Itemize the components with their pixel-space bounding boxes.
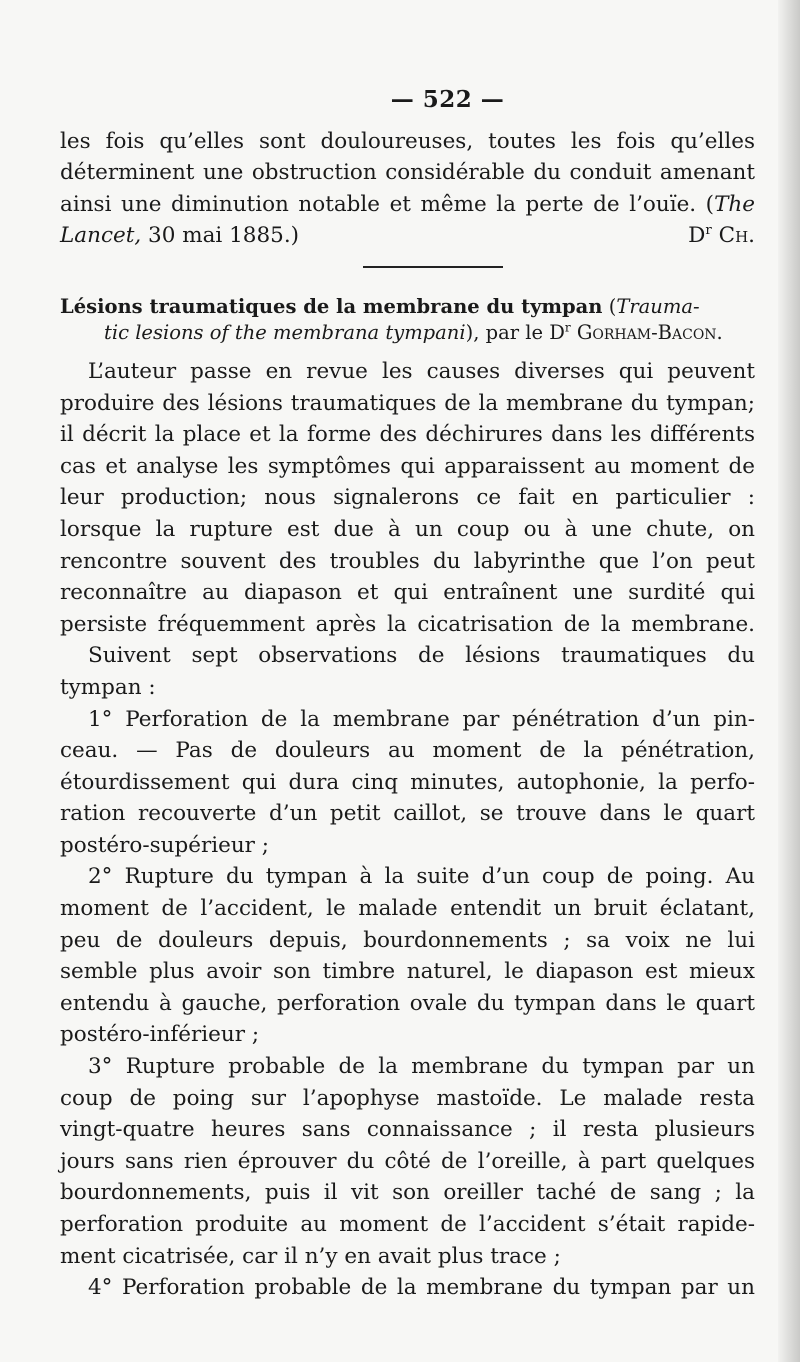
text-line: cas et analyse les symptômes qui apparaissent au moment de [60,453,755,479]
text-line: tympan : [60,674,156,700]
text-line: déterminent une obstruction considérable du conduit amenant [60,160,755,186]
signature [688,220,755,252]
author-prefix: D [549,320,565,344]
text-line: coup de poing sur l’apophyse mastoïde. Le malade resta [60,1085,755,1111]
text-line: 2° Rupture du tympan à la suite d’un coup de poing. Au [88,864,755,890]
article-title: Lésions traumatiques de la membrane du tympan [60,294,603,318]
text-line: peu de douleurs depuis, bourdonnements ; sa voix ne lui [60,927,755,953]
text-line: bourdonnements, puis il vit son oreiller taché de sang ; la [60,1180,755,1206]
citation-source [60,223,299,248]
page-edge-shadow [778,0,800,1362]
text-line: postéro-supérieur ; [60,832,270,858]
text-line: persiste fréquemment après la cicatrisation de la membrane. [60,611,755,637]
text-line: Suivent sept observations de lésions traumatiques du [88,643,755,669]
text-line: entendu à gauche, perforation ovale du tympan dans le quart [60,990,755,1016]
text-line: L’auteur passe en revue les causes diverses qui peuvent [88,358,755,384]
text-line: étourdissement qui dura cinq minutes, autophonie, la perfo- [60,769,755,795]
text-line: produire des lésions traumatiques de la membrane du tympan; [60,390,755,416]
signature-sup: r [705,223,712,239]
text-line: rencontre souvent des troubles du labyrinthe que l’on peut [60,548,755,574]
text-line: jours sans rien éprouver du côté de l’oreille, à part quelques [60,1148,755,1174]
article-title-english: Trauma- [616,294,700,318]
signature-name: Ch. [711,223,755,249]
author-name: Gorham-Bacon. [570,320,723,344]
text-line: 4° Perforation probable de la membrane du tympan par un [88,1275,755,1301]
article-body [60,356,755,1304]
text-line: semble plus avoir son timbre naturel, le diapason est mieux [60,959,755,985]
italic-text: Lancet, [60,223,142,249]
text-line: il décrit la place et la forme des déchirures dans les différents [60,422,755,448]
text-line: ceau. — Pas de douleurs au moment de la pénétration, [60,738,755,764]
text-line: perforation produite au moment de l’accident s’était rapide- [60,1212,755,1237]
text-span: 30 mai 1885.) [141,223,300,249]
text-span: ), par le [465,320,550,344]
text-line [60,189,755,221]
author-sup: r [564,320,571,335]
section-separator [363,266,503,268]
page-number: — 522 — [390,86,505,113]
text-line: lorsque la rupture est due à un coup ou à une chute, on [60,516,755,542]
text-line: ration recouverte d’un petit caillot, se trouve dans le quart [60,801,755,827]
text-line: vingt-quatre heures sans connaissance ; il resta plusieurs [60,1117,755,1143]
text-span: ainsi une diminution notable et même la perte de l’ouïe. ( [60,191,715,217]
text-line: leur production; nous signalerons ce fait en particulier : [60,485,755,511]
text-line: 3° Rupture probable de la membrane du tympan par un [88,1054,755,1080]
article-title-english-cont: tic lesions of the membrana tympani [104,320,466,344]
page-content [60,84,755,1304]
article-heading [60,294,755,346]
text-line: postéro-inférieur ; [60,1022,260,1048]
text-line: 1° Perforation de la membrane par pénétration d’un pin- [88,706,755,732]
text-line: les fois qu’elles sont douloureuses, toutes les fois qu’elles [60,128,755,154]
text-line: reconnaître au diapason et qui entraînent une surdité qui [60,580,755,606]
signature-prefix: D [688,223,706,249]
text-span: ( [602,294,617,318]
citation-line [60,220,755,252]
text-line: ment cicatrisée, car il n’y en avait plus trace ; [60,1243,561,1269]
italic-text: The [714,191,755,217]
text-line: moment de l’accident, le malade entendit un bruit éclatant, [60,896,755,922]
